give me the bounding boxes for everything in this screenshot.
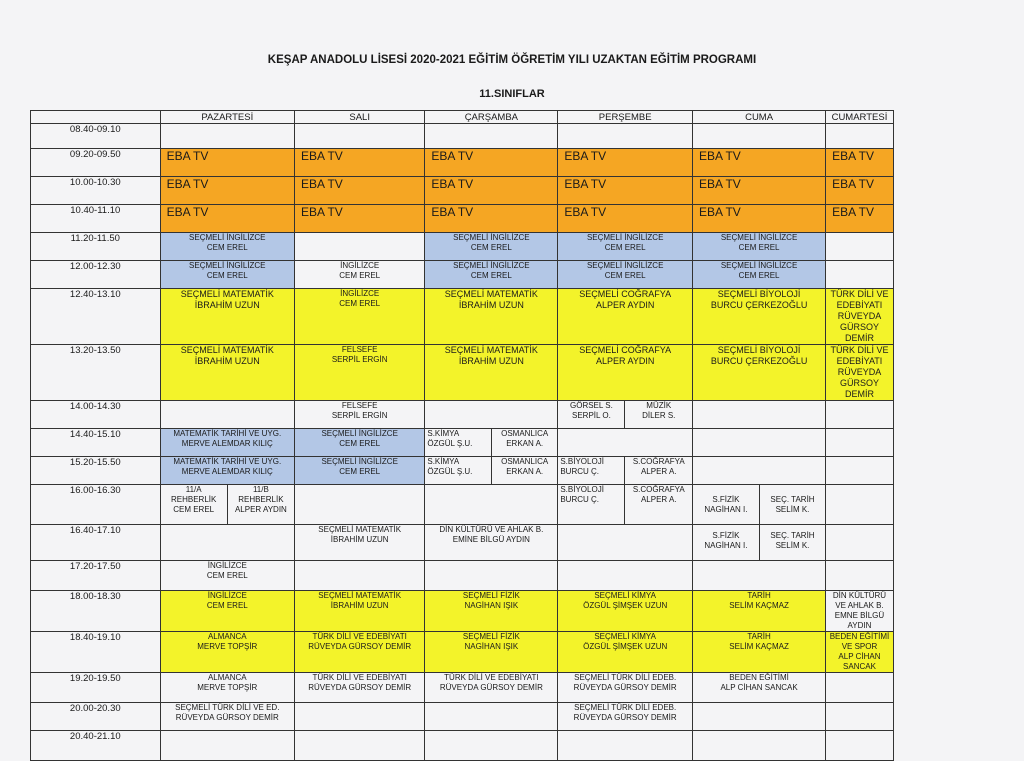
time-cell: 14.40-15.10: [31, 429, 161, 457]
lesson-cell: SEÇMELİ MATEMATİK İBRAHİM UZUN: [160, 289, 294, 345]
lesson-cell: İNGİLİZCE CEM EREL: [295, 289, 425, 345]
time-row: [31, 233, 1024, 261]
lesson-cell: EBA TV: [295, 177, 425, 205]
header-row: [31, 111, 1024, 124]
lesson-cell: SEÇMELİ MATEMATİK İBRAHİM UZUN: [295, 525, 425, 561]
time-cell: 10.40-11.10: [31, 205, 161, 233]
day-header: CUMARTESİ: [826, 111, 894, 124]
time-cell: 12.40-13.10: [31, 289, 161, 345]
lesson-cell: EBA TV: [160, 177, 294, 205]
lesson-cell: EBA TV: [826, 177, 894, 205]
lesson-cell: SEÇMELİ MATEMATİK İBRAHİM UZUN: [295, 591, 425, 632]
lesson-cell: SEÇMELİ BİYOLOJİ BURCU ÇERKEZOĞLU: [693, 345, 826, 401]
lesson-cell: SEÇMELİ İNGİLİZCE CEM EREL: [693, 233, 826, 261]
time-row: [31, 177, 1024, 205]
lesson-cell: DİN KÜLTÜRÜ VE AHLAK B. EMNE BİLGÜ AYDIN: [826, 591, 894, 632]
lesson-cell: S.FİZİK NAGİHAN I.: [693, 525, 760, 561]
lesson-cell: EBA TV: [558, 177, 693, 205]
lesson-cell: EBA TV: [693, 177, 826, 205]
lesson-cell: 11/A REHBERLİK CEM EREL: [160, 485, 227, 525]
lesson-cell: MATEMATİK TARİHİ VE UYG. MERVE ALEMDAR KILIÇ: [160, 457, 294, 485]
time-row: [31, 485, 1024, 525]
lesson-cell: EBA TV: [558, 205, 693, 233]
time-cell: 13.20-13.50: [31, 345, 161, 401]
day-header: SALI: [295, 111, 425, 124]
time-row: [31, 561, 1024, 591]
lesson-cell: TÜRK DİLİ VE EDEBİYATI RÜVEYDA GÜRSOY DEMİR: [295, 632, 425, 673]
lesson-cell: SEÇMELİ İNGİLİZCE CEM EREL: [425, 233, 558, 261]
lesson-cell: EBA TV: [558, 149, 693, 177]
lesson-cell: EBA TV: [826, 149, 894, 177]
day-header: ÇARŞAMBA: [425, 111, 558, 124]
time-row: [31, 261, 1024, 289]
lesson-cell: ALMANCA MERVE TOPŞİR: [160, 673, 294, 703]
time-row: [31, 525, 1024, 561]
lesson-cell: SEÇMELİ TÜRK DİLİ EDEB. RÜVEYDA GÜRSOY DEMİR: [558, 673, 693, 703]
lesson-cell: MATEMATİK TARİHİ VE UYG. MERVE ALEMDAR KILIÇ: [160, 429, 294, 457]
lesson-cell: SEÇMELİ FİZİK NAGİHAN IŞIK: [425, 591, 558, 632]
time-cell: 16.00-16.30: [31, 485, 161, 525]
lesson-cell: BEDEN EĞİTİMİ ALP CİHAN SANCAK: [693, 673, 826, 703]
time-cell: 11.20-11.50: [31, 233, 161, 261]
time-row: [31, 731, 1024, 761]
lesson-cell: S.KİMYA ÖZGÜL Ş.U.: [425, 429, 492, 457]
corner-cell: [31, 111, 161, 124]
schedule-table: [30, 110, 1024, 761]
lesson-cell: EBA TV: [693, 149, 826, 177]
lesson-cell: DİN KÜLTÜRÜ VE AHLAK B. EMİNE BİLGÜ AYDIN: [425, 525, 558, 561]
lesson-cell: S.COĞRAFYA ALPER A.: [625, 457, 693, 485]
lesson-cell: EBA TV: [160, 149, 294, 177]
time-row: [31, 591, 1024, 632]
lesson-cell: OSMANLICA ERKAN A.: [492, 457, 558, 485]
time-cell: 20.40-21.10: [31, 731, 161, 761]
time-cell: 19.20-19.50: [31, 673, 161, 703]
time-cell: 09.20-09.50: [31, 149, 161, 177]
time-row: [31, 632, 1024, 673]
lesson-cell: OSMANLICA ERKAN A.: [492, 429, 558, 457]
lesson-cell: SEÇMELİ KİMYA ÖZGÜL ŞİMŞEK UZUN: [558, 591, 693, 632]
lesson-cell: SEÇMELİ MATEMATİK İBRAHİM UZUN: [425, 289, 558, 345]
time-row: [31, 457, 1024, 485]
day-header: PAZARTESİ: [160, 111, 294, 124]
time-cell: 10.00-10.30: [31, 177, 161, 205]
lesson-cell: EBA TV: [295, 205, 425, 233]
lesson-cell: SEÇ. TARİH SELİM K.: [759, 485, 825, 525]
lesson-cell: EBA TV: [425, 177, 558, 205]
lesson-cell: TARİH SELİM KAÇMAZ: [693, 632, 826, 673]
lesson-cell: SEÇMELİ COĞRAFYA ALPER AYDIN: [558, 345, 693, 401]
lesson-cell: EBA TV: [826, 205, 894, 233]
time-cell: 12.00-12.30: [31, 261, 161, 289]
time-row: [31, 673, 1024, 703]
lesson-cell: GÖRSEL S. SERPİL O.: [558, 401, 625, 429]
lesson-cell: SEÇMELİ İNGİLİZCE CEM EREL: [160, 261, 294, 289]
time-cell: 08.40-09.10: [31, 124, 161, 149]
time-cell: 18.00-18.30: [31, 591, 161, 632]
lesson-cell: SEÇMELİ İNGİLİZCE CEM EREL: [693, 261, 826, 289]
lesson-cell: SEÇMELİ KİMYA ÖZGÜL ŞİMŞEK UZUN: [558, 632, 693, 673]
time-row: [31, 289, 1024, 345]
lesson-cell: SEÇMELİ İNGİLİZCE CEM EREL: [160, 233, 294, 261]
lesson-cell: SEÇMELİ MATEMATİK İBRAHİM UZUN: [425, 345, 558, 401]
lesson-cell: FELSEFE SERPİL ERGİN: [295, 401, 425, 429]
lesson-cell: SEÇMELİ COĞRAFYA ALPER AYDIN: [558, 289, 693, 345]
lesson-cell: ALMANCA MERVE TOPŞİR: [160, 632, 294, 673]
lesson-cell: FELSEFE SERPİL ERGİN: [295, 345, 425, 401]
lesson-cell: İNGİLİZCE CEM EREL: [295, 261, 425, 289]
time-row: [31, 429, 1024, 457]
page-subtitle: 11.SINIFLAR: [479, 88, 545, 100]
lesson-cell: SEÇMELİ İNGİLİZCE CEM EREL: [558, 233, 693, 261]
time-cell: 15.20-15.50: [31, 457, 161, 485]
lesson-cell: TÜRK DİLİ VE EDEBİYATI RÜVEYDA GÜRSOY DEMİR: [295, 673, 425, 703]
lesson-cell: TÜRK DİLİ VE EDEBİYATI RÜVEYDA GÜRSOY DEMİR: [826, 289, 894, 345]
lesson-cell: EBA TV: [425, 205, 558, 233]
lesson-cell: MÜZİK DİLER S.: [625, 401, 693, 429]
time-row: [31, 124, 1024, 149]
lesson-cell: S.BİYOLOJİ BURCU Ç.: [558, 457, 625, 485]
lesson-cell: SEÇMELİ FİZİK NAGİHAN IŞIK: [425, 632, 558, 673]
time-row: [31, 345, 1024, 401]
time-row: [31, 401, 1024, 429]
lesson-cell: TARİH SELİM KAÇMAZ: [693, 591, 826, 632]
lesson-cell: S.KİMYA ÖZGÜL Ş.U.: [425, 457, 492, 485]
lesson-cell: S.COĞRAFYA ALPER A.: [625, 485, 693, 525]
lesson-cell: TÜRK DİLİ VE EDEBİYATI RÜVEYDA GÜRSOY DEMİR: [826, 345, 894, 401]
time-cell: 18.40-19.10: [31, 632, 161, 673]
lesson-cell: EBA TV: [425, 149, 558, 177]
lesson-cell: BEDEN EĞİTİMİ VE SPOR ALP CİHAN SANCAK: [826, 632, 894, 673]
page-title: KEŞAP ANADOLU LİSESİ 2020-2021 EĞİTİM ÖĞRETİM YILI UZAKTAN EĞİTİM PROGRAMI: [267, 54, 757, 66]
lesson-cell: EBA TV: [160, 205, 294, 233]
time-cell: 16.40-17.10: [31, 525, 161, 561]
lesson-cell: SEÇMELİ BİYOLOJİ BURCU ÇERKEZOĞLU: [693, 289, 826, 345]
lesson-cell: EBA TV: [295, 149, 425, 177]
lesson-cell: SEÇMELİ İNGİLİZCE CEM EREL: [425, 261, 558, 289]
time-cell: 20.00-20.30: [31, 703, 161, 731]
lesson-cell: SEÇMELİ TÜRK DİLİ VE ED. RÜVEYDA GÜRSOY DEMİR: [160, 703, 294, 731]
lesson-cell: S.BİYOLOJİ BURCU Ç.: [558, 485, 625, 525]
lesson-cell: S.FİZİK NAGİHAN I.: [693, 485, 760, 525]
lesson-cell: 11/B REHBERLİK ALPER AYDIN: [227, 485, 294, 525]
lesson-cell: SEÇ. TARİH SELİM K.: [759, 525, 825, 561]
day-header: CUMA: [693, 111, 826, 124]
lesson-cell: İNGİLİZCE CEM EREL: [160, 591, 294, 632]
lesson-cell: TÜRK DİLİ VE EDEBİYATI RÜVEYDA GÜRSOY DEMİR: [425, 673, 558, 703]
time-row: [31, 703, 1024, 731]
lesson-cell: İNGİLİZCE CEM EREL: [160, 561, 294, 591]
lesson-cell: SEÇMELİ İNGİLİZCE CEM EREL: [558, 261, 693, 289]
time-row: [31, 149, 1024, 177]
lesson-cell: SEÇMELİ MATEMATİK İBRAHİM UZUN: [160, 345, 294, 401]
lesson-cell: SEÇMELİ İNGİLİZCE CEM EREL: [295, 429, 425, 457]
lesson-cell: SEÇMELİ İNGİLİZCE CEM EREL: [295, 457, 425, 485]
time-cell: 14.00-14.30: [31, 401, 161, 429]
time-cell: 17.20-17.50: [31, 561, 161, 591]
day-header: PERŞEMBE: [558, 111, 693, 124]
time-row: [31, 205, 1024, 233]
lesson-cell: SEÇMELİ TÜRK DİLİ EDEB. RÜVEYDA GÜRSOY DEMİR: [558, 703, 693, 731]
lesson-cell: EBA TV: [693, 205, 826, 233]
